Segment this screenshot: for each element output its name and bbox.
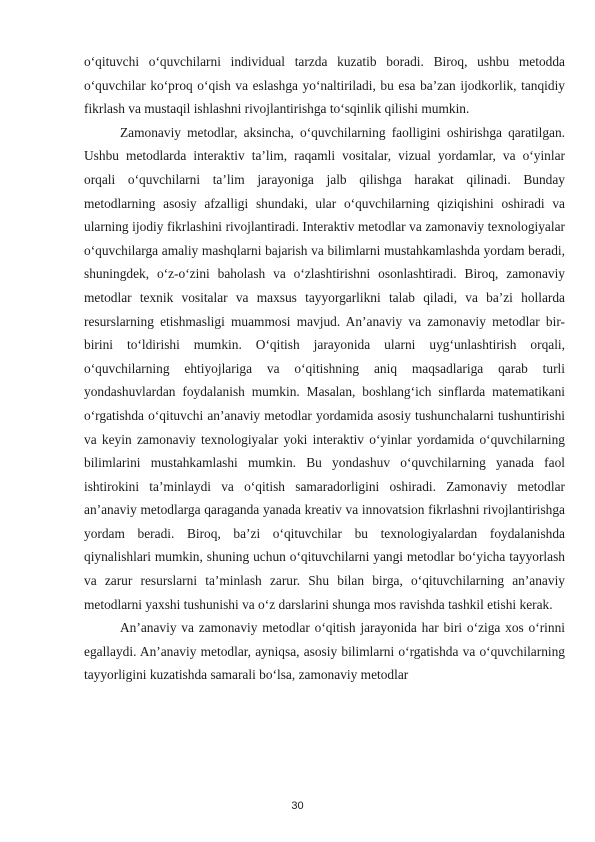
paragraph-traditional-and-modern: An’anaviy va zamonaviy metodlar o‘qitish jarayonida har biri o‘ziga xos o‘rinni egallaydi. An’anaviy metodlar, ayniqsa, asosiy bilimlarni o‘rgatishda va o‘quvchilarning tayyorligini kuzatishda samarali bo‘lsa, zamonaviy metodlar — [84, 620, 565, 683]
paragraph-continuation: o‘qituvchi o‘quvchilarni individual tarzda kuzatib boradi. Biroq, ushbu metodda o‘quvchilar ko‘proq o‘qish va eslashga yo‘naltiriladi, bu esa ba’zan ijodkorlik, tanqidiy fikrlash va mustaqil ishlashni rivojlantirishga to‘sqinlik qilishi mumkin. — [84, 54, 565, 117]
body-text — [84, 50, 565, 687]
page-number: 30 — [291, 800, 304, 812]
paragraph-modern-methods: Zamonaviy metodlar, aksincha, o‘quvchilarning faolligini oshirishga qaratilgan. Ushbu metodlarda interaktiv ta’lim, raqamli vositalar, vizual yordamlar, va o‘yinlar orqali o‘quvchilarni ta’lim jarayoniga jalb qilishga harakat qilinadi. Bunday metodlarning asosiy afzalligi shundaki, ular o‘quvchilarning qiziqishini oshiradi va ularning ijodiy fikrlashini rivojlantiradi. Interaktiv metodlar va zamonaviy texnologiyalar o‘quvchilarga amaliy mashqlarni bajarish va bilimlarni mustahkamlashda yordam beradi, shuningdek, o‘z-o‘zini baholash va o‘zlashtirishni osonlashtiradi. Biroq, zamonaviy metodlar texnik vositalar va maxsus tayyorgarlikni talab qiladi, va ba’zi hollarda resurslarning etishmasligi muammosi mavjud. An’anaviy va zamonaviy metodlar bir-birini to‘ldirishi mumkin. O‘qitish jarayonida ularni uyg‘unlashtirish orqali, o‘quvchilarning ehtiyojlariga va o‘qitishning aniq maqsadlariga qarab turli yondashuvlardan foydalanish mumkin. Masalan, boshlang‘ich sinflarda matematikani o‘rgatishda o‘qituvchi an’anaviy metodlar yordamida asosiy tushunchalarni tushuntirishi va keyin zamonaviy texnologiyalar yoki interaktiv o‘yinlar yordamida o‘quvchilarning bilimlarini mustahkamlashi mumkin. Bu yondashuv o‘quvchilarning yanada faol ishtirokini ta’minlaydi va o‘qitish samaradorligini oshiradi. Zamonaviy metodlar an’anaviy metodlarga qaraganda yanada kreativ va innovatsion fikrlashni rivojlantirishga yordam beradi. Biroq, ba’zi o‘qituvchilar bu texnologiyalardan foydalanishda qiynalishlari mumkin, shuning uchun o‘qituvchilarni yangi metodlar bo‘yicha tayyorlash va zarur resurslarni ta’minlash zarur. Shu bilan birga, o‘qituvchilarning an’anaviy metodlarni yaxshi tushunishi va o‘z darslarini shunga mos ravishda tashkil etishi kerak. — [84, 124, 565, 612]
